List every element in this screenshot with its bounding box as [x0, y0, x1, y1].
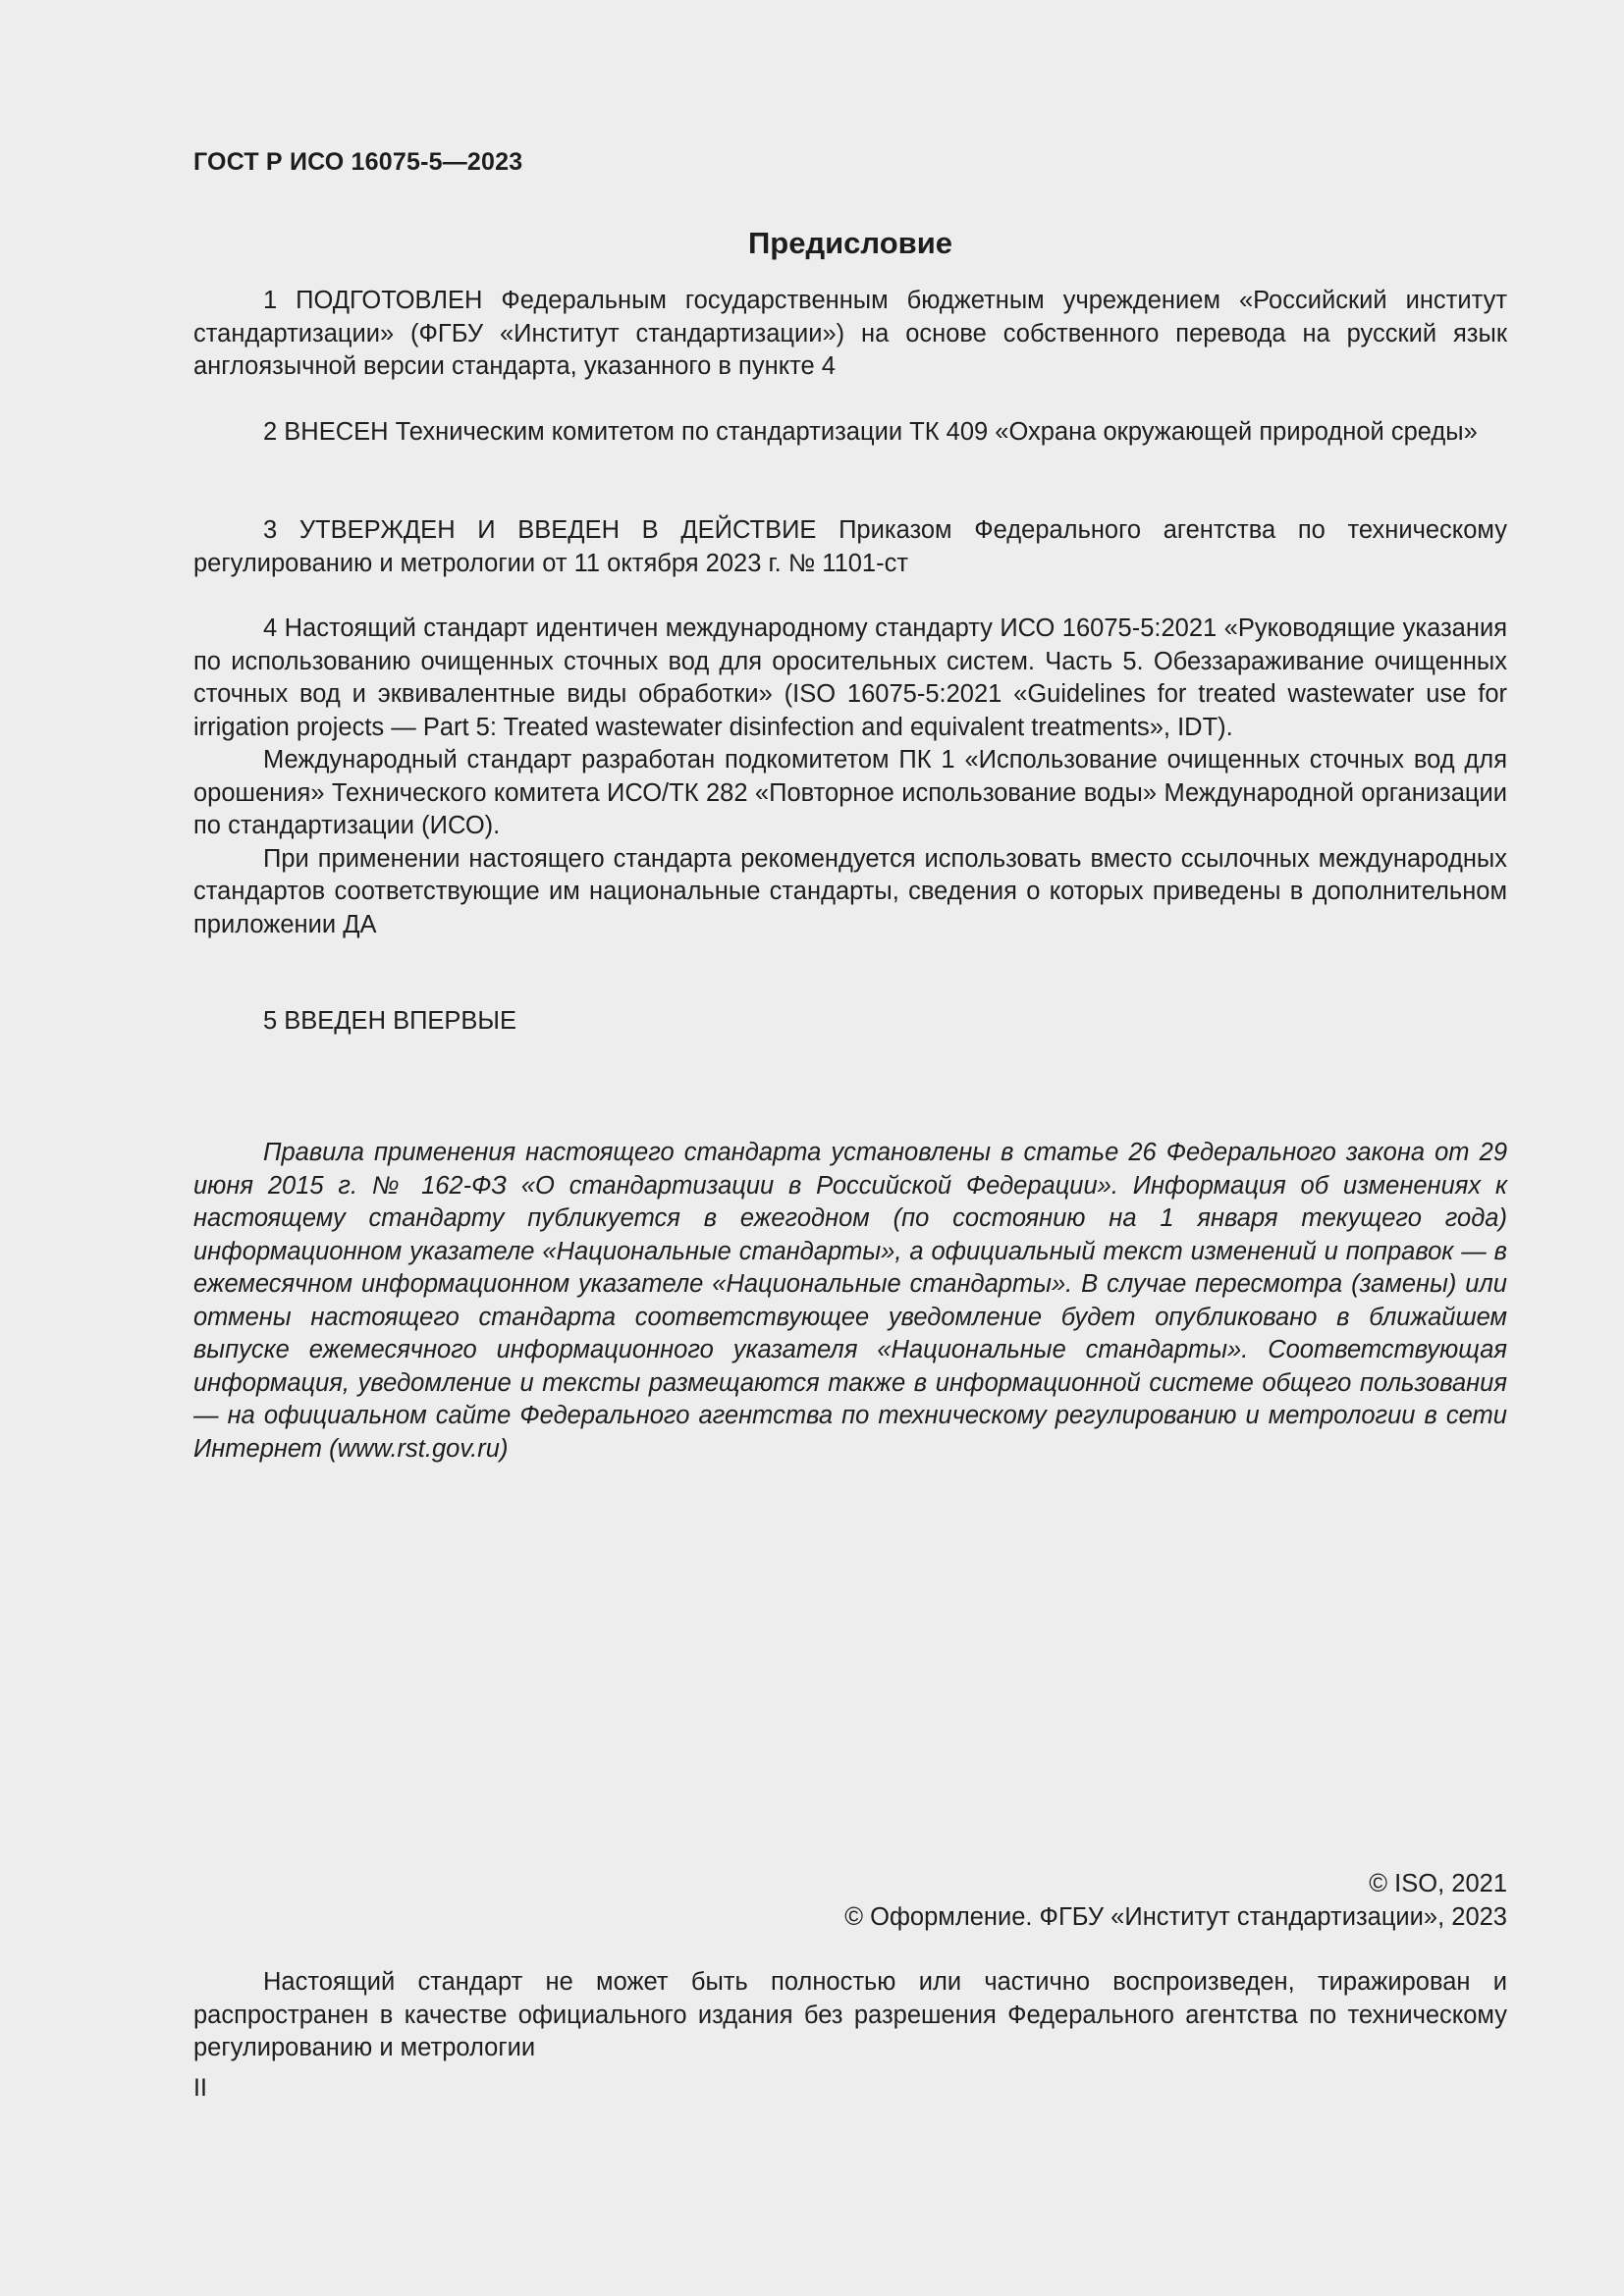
- section-2-text: 2 ВНЕСЕН Техническим комитетом по стандартизации ТК 409 «Охрана окружающей природной среды»: [263, 418, 1478, 446]
- section-4-paragraph-3: При применении настоящего стандарта рекомендуется использовать вместо ссылочных международных стандартов соответствующие им национальные стандарты, сведения о которых приведены в дополнительном приложении ДА: [193, 844, 1507, 938]
- application-notice: [193, 1137, 1507, 1466]
- section-4-text: 4 Настоящий стандарт идентичен международному стандарту ИСО 16075-5:2021 «Руководящие указания по использованию очищенных сточных вод для оросительных систем. Часть 5. Обеззараживание очищенных сточных вод и эквивалентные виды обработки» (ISO 16075-5:2021 «Guidelines for treated wastewater use for irrigation projects — Part 5: Treated wastewater disinfection and equivalent treatments», IDT).: [193, 614, 1507, 741]
- section-3-text: 3 УТВЕРЖДЕН И ВВЕДЕН В ДЕЙСТВИЕ Приказом Федерального агентства по техническому регулированию и метрологии от 11 октября 2023 г. № 1101-ст: [193, 516, 1507, 577]
- page-number: II: [193, 2074, 207, 2102]
- reproduction-notice-text: Настоящий стандарт не может быть полностью или частично воспроизведен, тиражирован и распространен в качестве официального издания без разрешения Федерального агентства по техническому регулированию и метрологии: [193, 1968, 1507, 2061]
- copyright-block: [193, 1868, 1507, 1934]
- copyright-design: © Оформление. ФГБУ «Институт стандартизации», 2023: [844, 1902, 1507, 1931]
- document-header: ГОСТ Р ИСО 16075-5—2023: [193, 148, 523, 176]
- copyright-iso: © ISO, 2021: [1369, 1870, 1507, 1897]
- section-5: [193, 1005, 1507, 1039]
- section-5-text: 5 ВВЕДЕН ВПЕРВЫЕ: [263, 1007, 517, 1035]
- section-3: [193, 514, 1507, 580]
- section-4: [193, 613, 1507, 941]
- section-1: [193, 285, 1507, 384]
- page-title: Предисловие: [747, 226, 952, 260]
- section-2: [193, 416, 1507, 450]
- reproduction-notice: [193, 1966, 1507, 2065]
- application-notice-text: Правила применения настоящего стандарта установлены в статье 26 Федерального закона от 29 июня 2015 г. № 162-ФЗ «О стандартизации в Российской Федерации». Информация об изменениях к настоящему стандарту публикуется в ежегодном (по состоянию на 1 января текущего года) информационном указателе «Национальные стандарты», а официальный текст изменений и поправок — в ежемесячном информационном указателе «Национальные стандарты». В случае пересмотра (замены) или отмены настоящего стандарта соответствующее уведомление будет опубликовано в ближайшем выпуске ежемесячного информационного указателя «Национальные стандарты». Соответствующая информация, уведомление и тексты размещаются также в информационной системе общего пользования — на официальном сайте Федерального агентства по техническому регулированию и метрологии в сети Интернет (www.rst.gov.ru): [193, 1139, 1507, 1463]
- section-1-text: 1 ПОДГОТОВЛЕН Федеральным государственным бюджетным учреждением «Российский институт стандартизации» (ФГБУ «Институт стандартизации») на основе собственного перевода на русский язык англоязычной версии стандарта, указанного в пункте 4: [193, 287, 1507, 380]
- section-4-paragraph-2: Международный стандарт разработан подкомитетом ПК 1 «Использование очищенных сточных вод для орошения» Технического комитета ИСО/ТК 282 «Повторное использование воды» Международной организации по стандартизации (ИСО).: [193, 746, 1507, 839]
